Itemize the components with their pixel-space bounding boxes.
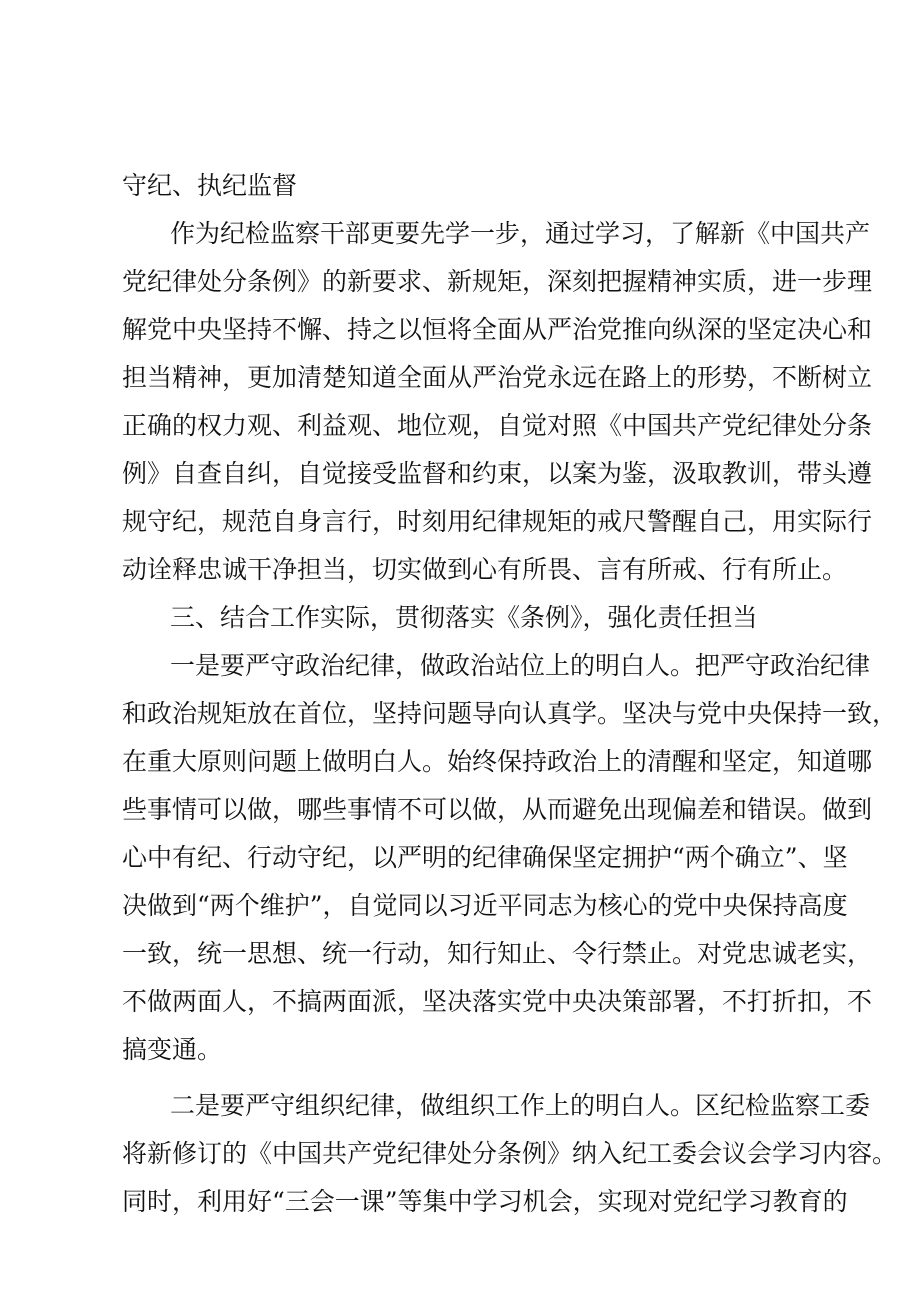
paragraph-line: 将新修订的《中国共产党纪律处分条例》纳入纪工委会议会学习内容。 bbox=[122, 1139, 898, 1168]
paragraph-line: 解党中央坚持不懈、持之以恒将全面从严治党推向纵深的坚定决心和 bbox=[122, 315, 873, 344]
paragraph-line: 在重大原则问题上做明白人。始终保持政治上的清醒和坚定，知道哪 bbox=[122, 747, 873, 776]
paragraph-line: 些事情可以做，哪些事情不可以做，从而避免出现偏差和错误。做到 bbox=[122, 795, 873, 824]
paragraph-line: 不做两面人，不搞两面派，坚决落实党中央决策部署，不打折扣，不 bbox=[122, 987, 873, 1016]
section-heading: 三、结合工作实际，贯彻落实《条例》，强化责任担当 bbox=[170, 603, 758, 632]
paragraph-line: 决做到“两个维护”，自觉同以习近平同志为核心的党中央保持高度 bbox=[122, 891, 848, 920]
section-heading-continuation: 守纪、执纪监督 bbox=[122, 171, 298, 200]
paragraph-line: 和政治规矩放在首位，坚持问题导向认真学。坚决与党中央保持一致， bbox=[122, 699, 898, 728]
paragraph-line: 搞变通。 bbox=[122, 1035, 223, 1064]
paragraph-line: 作为纪检监察干部更要先学一步，通过学习，了解新《中国共产 bbox=[170, 219, 871, 248]
paragraph-line: 一是要严守政治纪律，做政治站位上的明白人。把严守政治纪律 bbox=[170, 651, 871, 680]
paragraph-line: 正确的权力观、利益观、地位观，自觉对照《中国共产党纪律处分条 bbox=[122, 411, 873, 440]
paragraph-line: 动诠释忠诚干净担当，切实做到心有所畏、言有所戒、行有所止。 bbox=[122, 555, 848, 584]
paragraph-line: 一致，统一思想、统一行动，知行知止、令行禁止。对党忠诚老实， bbox=[122, 939, 873, 968]
paragraph-line: 二是要严守组织纪律，做组织工作上的明白人。区纪检监察工委 bbox=[170, 1091, 871, 1120]
paragraph-line: 担当精神，更加清楚知道全面从严治党永远在路上的形势，不断树立 bbox=[122, 363, 873, 392]
paragraph-line: 心中有纪、行动守纪，以严明的纪律确保坚定拥护“两个确立”、坚 bbox=[122, 843, 848, 872]
paragraph-line: 同时，利用好“三会一课”等集中学习机会，实现对党纪学习教育的 bbox=[122, 1187, 848, 1216]
paragraph-line: 例》自查自纠，自觉接受监督和约束，以案为鉴，汲取教训，带头遵 bbox=[122, 459, 873, 488]
paragraph-line: 规守纪，规范自身言行，时刻用纪律规矩的戒尺警醒自己，用实际行 bbox=[122, 507, 873, 536]
paragraph-line: 党纪律处分条例》的新要求、新规矩，深刻把握精神实质，进一步理 bbox=[122, 267, 873, 296]
